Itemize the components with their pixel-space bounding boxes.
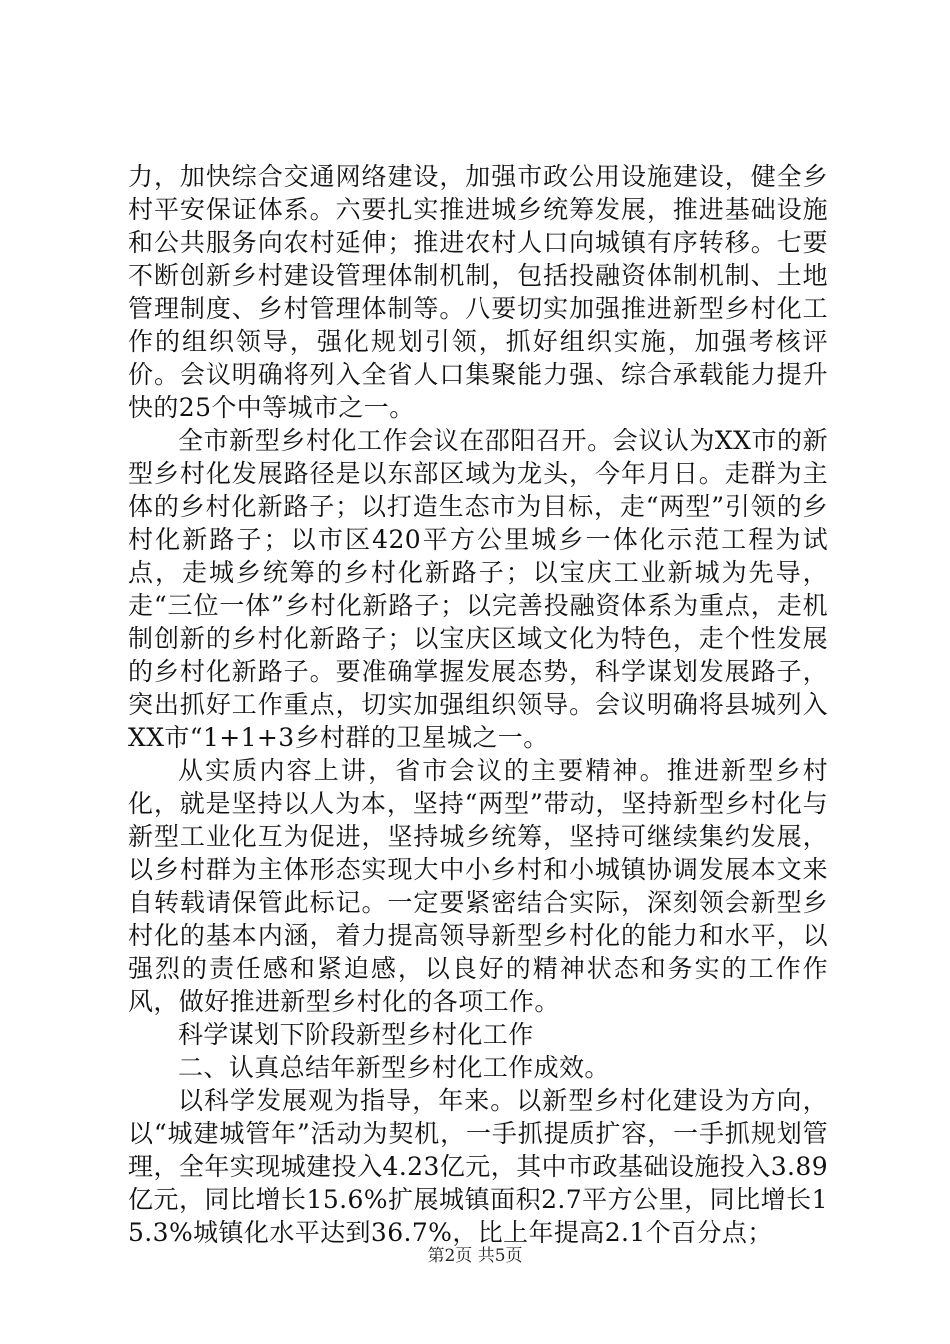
document-body (128, 160, 828, 1249)
section-heading-summary: 二、认真总结年新型乡村化工作成效。 (178, 1053, 610, 1082)
paragraph-city-meeting: 全市新型乡村化工作会议在邵阳召开。会议认为XX市的新型乡村化发展路径是以东部区域为龙头，今年月日。走群为主体的乡村化新路子；以打造生态市为目标，走“两型”引领的乡村化新路子；以市区420平方公里城乡一体化示范工程为试点，走城乡统筹的乡村化新路子；以宝庆工业新城为先导，走“三位一体”乡村化新路子；以完善投融资体系为重点，走机制创新的乡村化新路子；以宝庆区域文化为特色，走个性发展的乡村化新路子。要准确掌握发展态势，科学谋划发展路子，突出抓好工作重点，切实加强组织领导。会议明确将县城列入XX市“1+1+3乡村群的卫星城之一。 (128, 426, 828, 752)
page-number-footer: 第2页 共5页 (427, 1246, 523, 1266)
paragraph-essence: 从实质内容上讲，省市会议的主要精神。推进新型乡村化，就是坚持以人为本，坚持“两型”带动，坚持新型乡村化与新型工业化互为促进，坚持城乡统筹，坚持可继续集约发展，以乡村群为主体形态实现大中小乡村和小城镇协调发展本文来自转载请保管此标记。一定要紧密结合实际，深刻领会新型乡村化的基本内涵，着力提高领导新型乡村化的能力和水平，以强烈的责任感和紧迫感，以良好的精神状态和务实的工作作风，做好推进新型乡村化的各项工作。 (128, 756, 828, 1016)
section-heading-planning: 科学谋划下阶段新型乡村化工作 (178, 1020, 534, 1049)
paragraph-continuation: 力，加快综合交通网络建设，加强市政公用设施建设，健全乡村平安保证体系。六要扎实推进城乡统筹发展，推进基础设施和公共服务向农村延伸；推进农村人口向城镇有序转移。七要不断创新乡村建设管理体制机制，包括投融资体制机制、土地管理制度、乡村管理体制等。八要切实加强推进新型乡村化工作的组织领导，强化规划引领，抓好组织实施，加强考核评价。会议明确将列入全省人口集聚能力强、综合承载能力提升快的25个中等城市之一。 (128, 162, 828, 422)
paragraph-achievements: 以科学发展观为指导，年来。以新型乡村化建设为方向，以“城建城管年”活动为契机，一手抓提质扩容，一手抓规划管理，全年实现城建投入4.23亿元，其中市政基础设施投入3.89亿元，同比增长15.6%扩展城镇面积2.7平方公里，同比增长15.3%城镇化水平达到36.7%，比上年提高2.1个百分点； (128, 1086, 828, 1247)
